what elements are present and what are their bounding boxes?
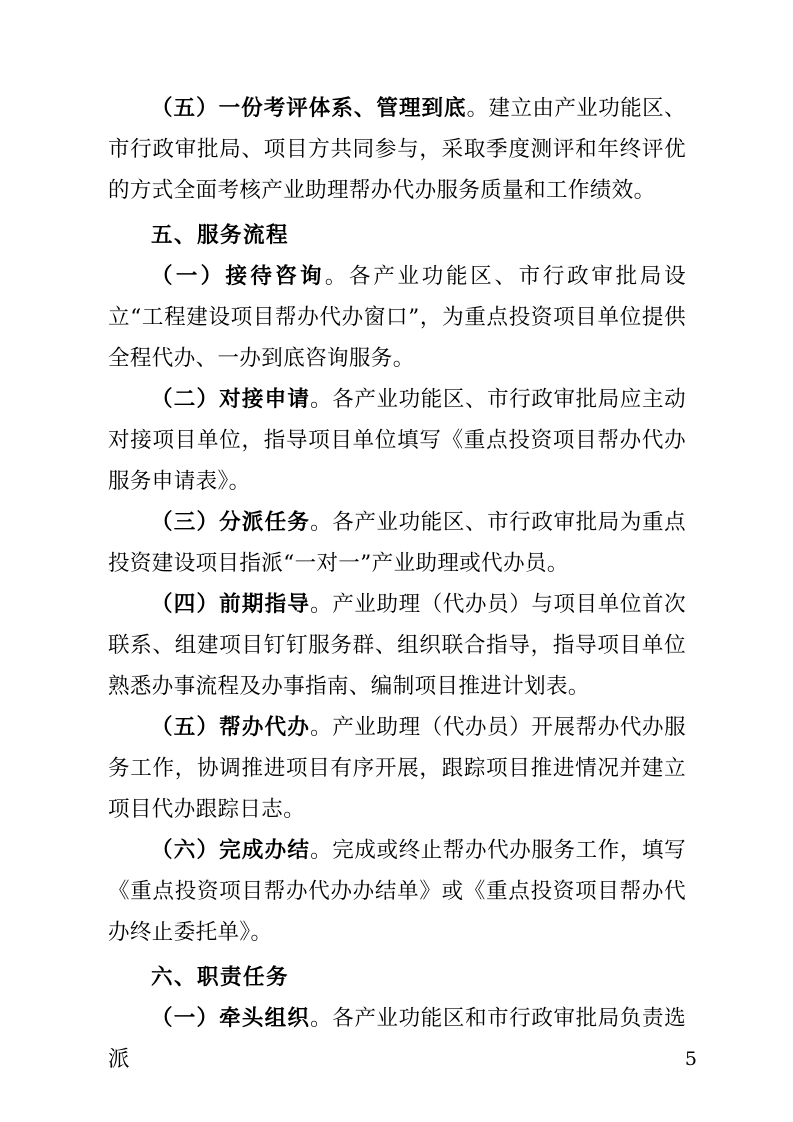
paragraph-text: 。产业助理（代办员）开展帮办代办服务工作，协调推进项目有序开展，跟踪项目推进情况并建立项目代办跟踪日志。 — [108, 715, 686, 822]
document-body — [108, 88, 686, 1080]
paragraph — [108, 707, 686, 830]
paragraph-text: 。各产业功能区和市行政审批局负责选派 — [108, 1006, 686, 1072]
paragraph-lead: （一）牵头组织 — [151, 1006, 311, 1031]
paragraph-lead: （三）分派任务 — [151, 510, 311, 535]
paragraph-lead: （五）一份考评体系、管理到底 — [151, 96, 467, 121]
paragraph — [108, 88, 686, 211]
section-heading: 六、职责任务 — [151, 965, 290, 990]
page-number: 5 — [684, 1048, 697, 1070]
paragraph — [108, 830, 686, 953]
paragraph-text: 。产业助理（代办员）与项目单位首次联系、组建项目钉钉服务群、组织联合指导，指导项目单位熟悉办事流程及办事指南、编制项目推进计划表。 — [108, 592, 686, 699]
paragraph — [108, 379, 686, 502]
section-heading: 五、服务流程 — [151, 223, 290, 248]
paragraph — [108, 998, 686, 1080]
paragraph-lead: （四）前期指导 — [151, 592, 311, 617]
paragraph-text: 。完成或终止帮办代办服务工作，填写《重点投资项目帮办代办办结单》或《重点投资项目帮办代办终止委托单》。 — [108, 838, 686, 945]
paragraph-text: 。各产业功能区、市行政审批局设立“工程建设项目帮办代办窗口”，为重点投资项目单位提供全程代办、一办到底咨询服务。 — [108, 264, 686, 371]
paragraph-text: 。建立由产业功能区、市行政审批局、项目方共同参与，采取季度测评和年终评优的方式全面考核产业助理帮办代办服务质量和工作绩效。 — [108, 96, 686, 203]
paragraph — [108, 256, 686, 379]
paragraph — [108, 502, 686, 584]
paragraph — [108, 584, 686, 707]
paragraph-lead: （一）接待咨询 — [151, 264, 325, 289]
paragraph-text: 。各产业功能区、市行政审批局为重点投资建设项目指派“一对一”产业助理或代办员。 — [108, 510, 686, 576]
paragraph-lead: （二）对接申请 — [151, 387, 311, 412]
paragraph-lead: （六）完成办结 — [151, 838, 311, 863]
paragraph-lead: （五）帮办代办 — [151, 715, 311, 740]
paragraph-text: 。各产业功能区、市行政审批局应主动对接项目单位，指导项目单位填写《重点投资项目帮办代办服务申请表》。 — [108, 387, 686, 494]
